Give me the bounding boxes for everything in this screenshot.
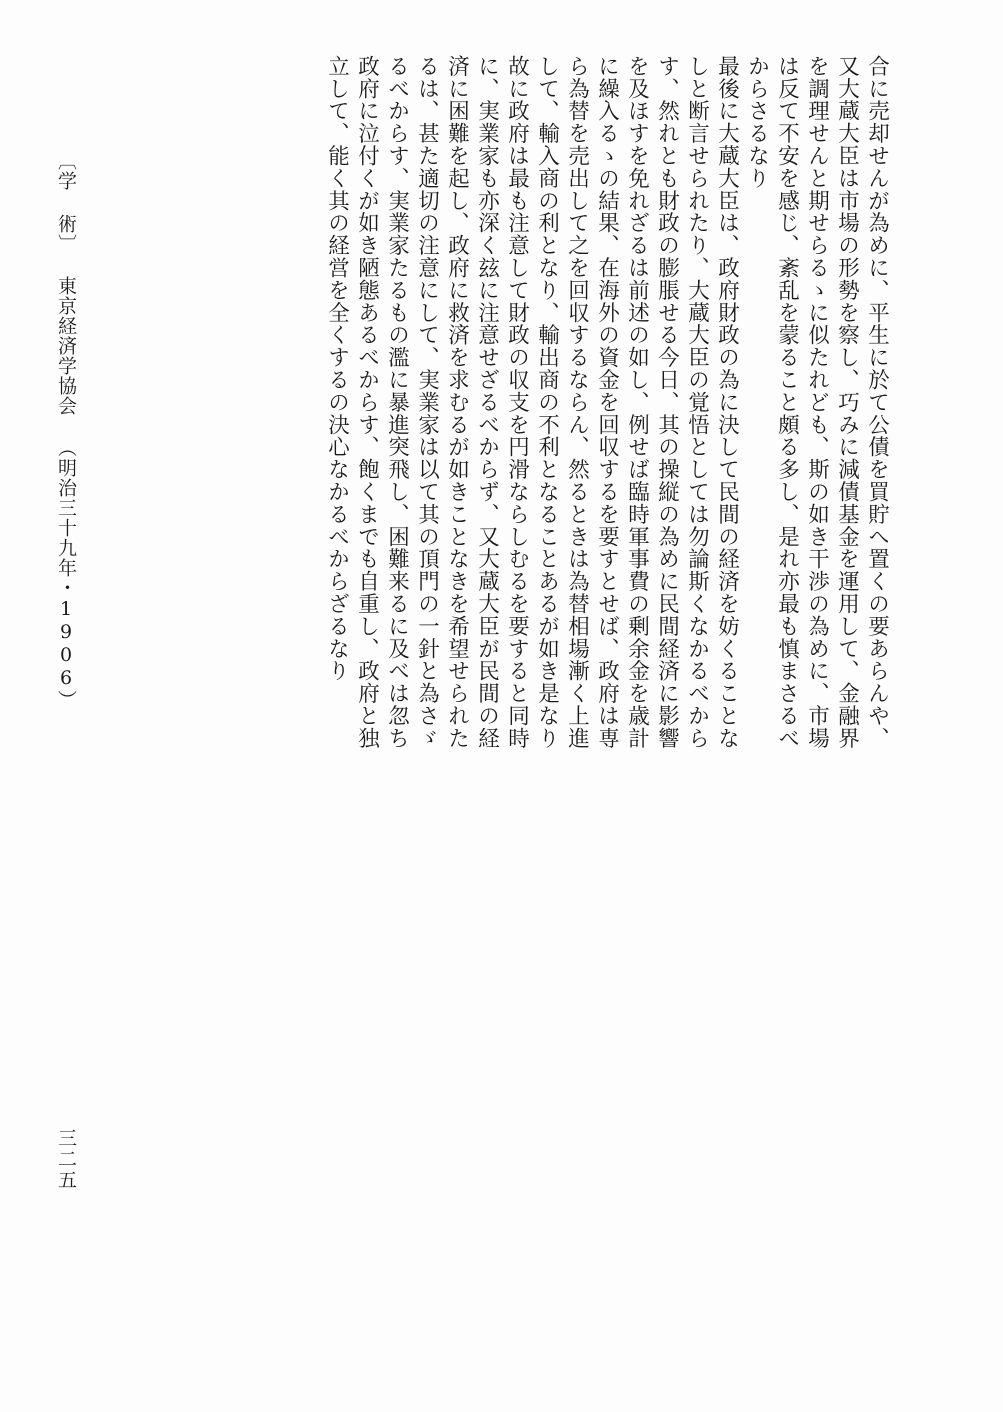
text-column: に、実業家も亦深く玆に注意せざるべからず、又大蔵大臣が民間の経 xyxy=(474,55,500,750)
text-column: を調理せんと期せらるゝに似たれども、斯の如き干渉の為めに、市場 xyxy=(804,55,830,750)
text-column: に繰入るゝの結果、在海外の資金を回収するを要すとせば、政府は専 xyxy=(594,55,620,750)
publication-date: （明治三十九年・1906） xyxy=(55,438,77,710)
publisher-name: 東京経済学協会 xyxy=(55,276,77,416)
text-column: 合に売却せんが為めに、平生に於て公債を買貯へ置くの要あらんや、 xyxy=(864,55,890,750)
running-head xyxy=(56,151,75,710)
text-column: は反て不安を感じ、紊乱を蒙ること頗る多し、是れ亦最も慎まさるべ xyxy=(774,55,800,750)
section-label: 〔学 術〕 xyxy=(55,151,77,254)
text-column: す、然れとも財政の膨脹せる今日、其の操縦の為めに民間経済に影響 xyxy=(654,55,680,750)
text-column: 最後に大蔵大臣は、政府財政の為に決して民間の経済を妨くることな xyxy=(714,55,740,750)
text-column: 政府に泣付くが如き陋態あるべからす、飽くまでも自重し、政府と独 xyxy=(354,55,380,750)
text-column: して、輸入商の利となり、輸出商の不利となることあるが如き是なり xyxy=(534,55,560,750)
text-column: るは、甚た適切の注意にして、実業家は以て其の頂門の一針と為さゞ xyxy=(414,55,440,750)
text-column: 済に困難を起し、政府に救済を求むるが如きことなきを希望せられた xyxy=(444,55,470,750)
text-column: ら為替を売出して之を回収するならん、然るときは為替相場漸く上進 xyxy=(564,55,590,750)
text-column: 又大蔵大臣は市場の形勢を察し、巧みに減債基金を運用して、金融界 xyxy=(834,55,860,750)
text-column: からさるなり xyxy=(744,55,770,190)
text-column: るべからす、実業家たるもの濫に暴進突飛し、困難来るに及べは忽ち xyxy=(384,55,410,750)
text-column: 故に政府は最も注意して財政の収支を円滑ならしむるを要すると同時 xyxy=(504,55,530,750)
text-column: 立して、能く其の経営を全くするの決心なかるべからざるなり xyxy=(324,55,350,683)
page-number: 三二五 xyxy=(55,1128,77,1191)
text-column: を及ほすを免れざるは前述の如し、例せば臨時軍事費の剰余金を歳計 xyxy=(624,55,650,750)
text-column: しと断言せられたり、大蔵大臣の覚悟としては勿論斯くなかるべから xyxy=(684,55,710,750)
